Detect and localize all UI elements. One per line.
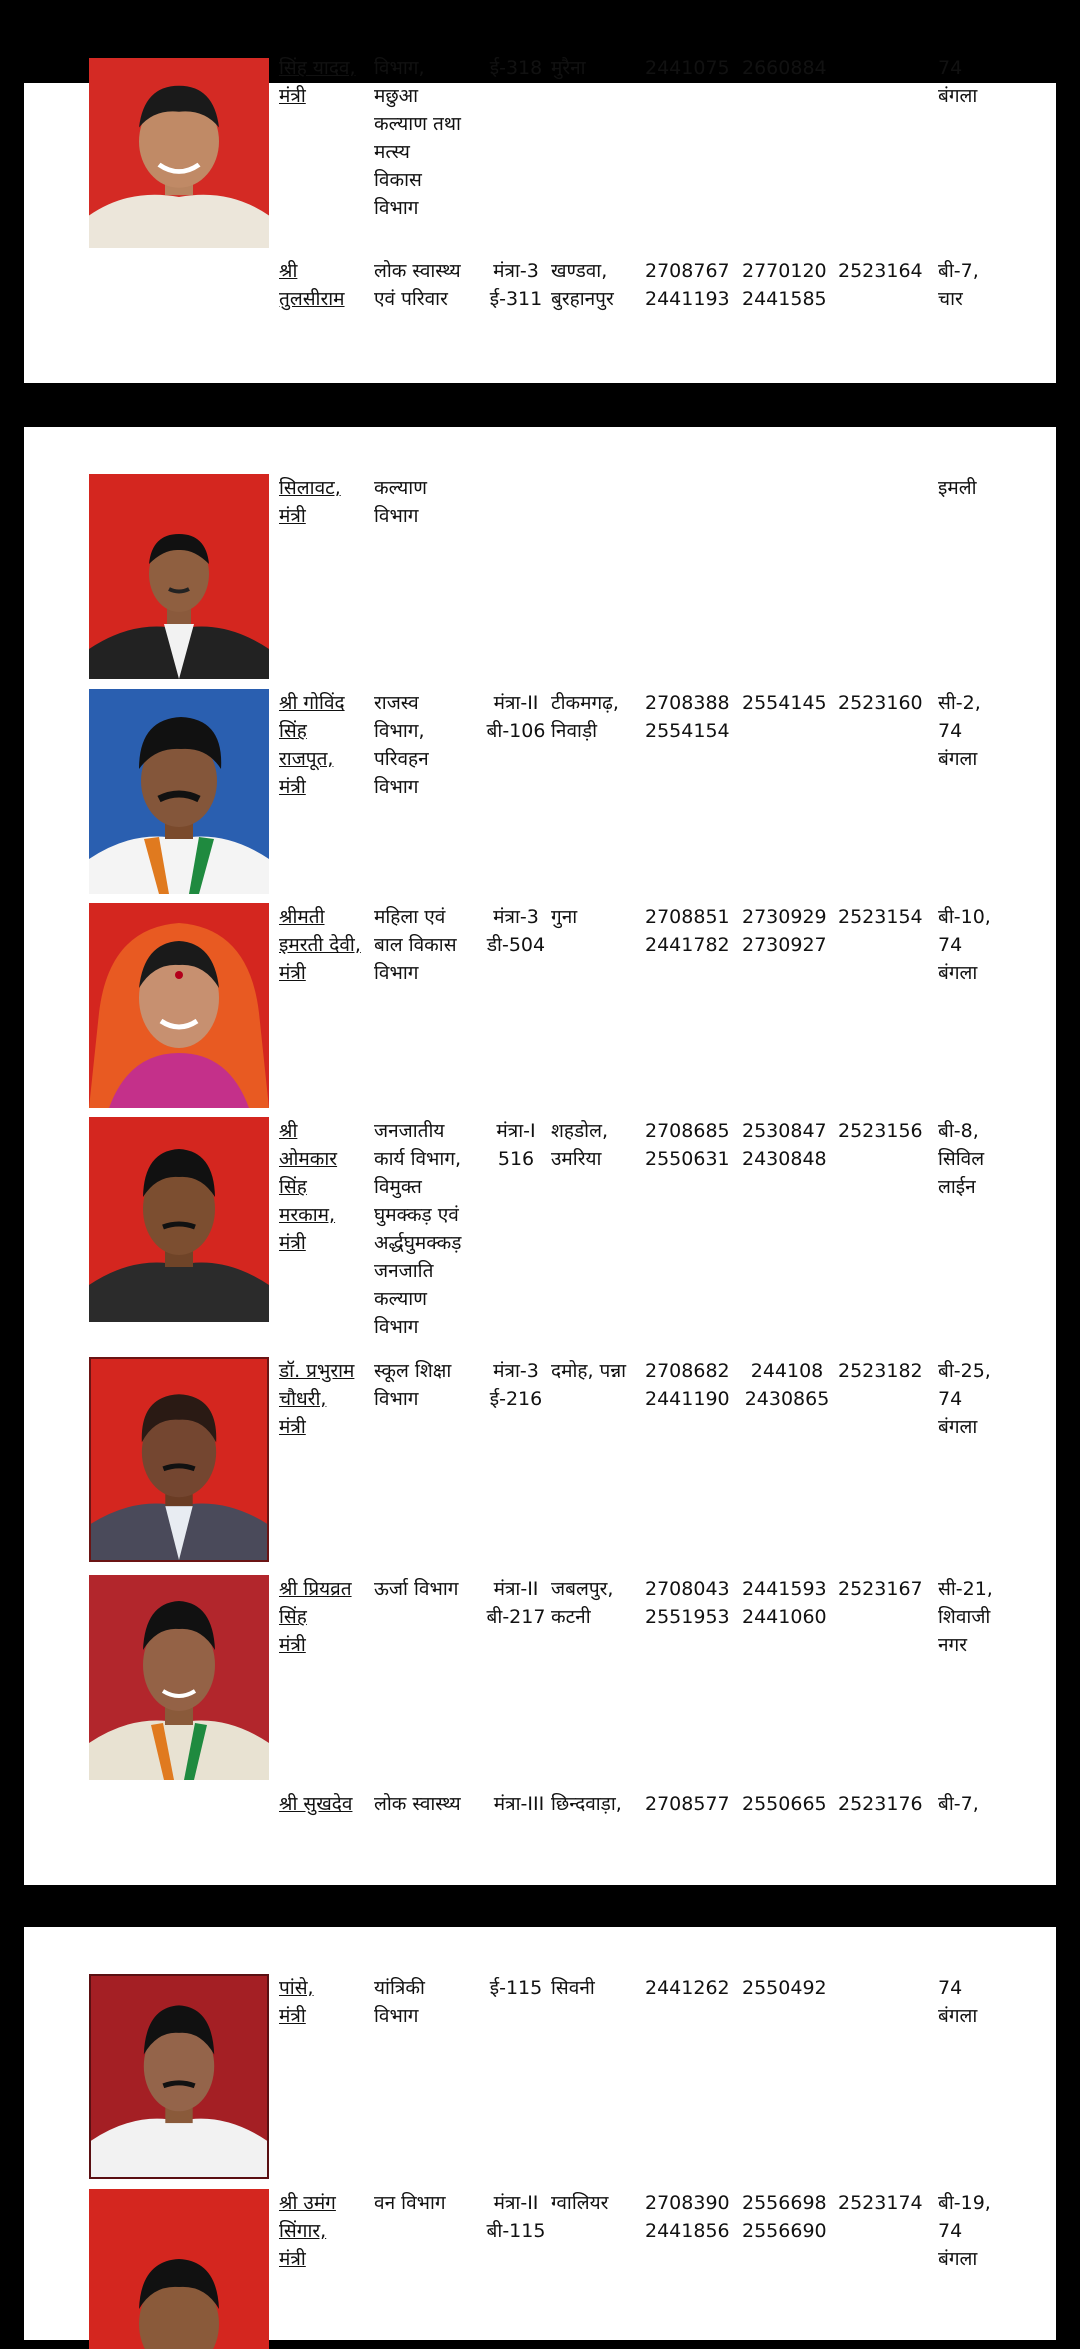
address: इमली	[938, 477, 977, 499]
fax-number: 2523160	[838, 692, 923, 714]
address: बी-25, 74 बंगला	[938, 1360, 991, 1438]
phone-office: 2708851 2441782	[645, 906, 730, 956]
minister-name[interactable]: श्री सुखदेव	[279, 1793, 353, 1815]
department: जनजातीय कार्य विभाग, विमुक्त घुमक्कड़ एवं अर्द्धघुमक्कड़ जनजाति कल्याण विभाग	[374, 1120, 462, 1338]
minister-photo-icon-art	[91, 1359, 267, 1560]
address: 74 बंगला	[938, 1977, 978, 2027]
address: सी-21, शिवाजी नगर	[938, 1578, 993, 1656]
fax-number: 2523174	[838, 2192, 923, 2214]
phone-office: 2708577	[645, 1793, 730, 1815]
fax-number: 2523182	[838, 1360, 923, 1382]
district: छिन्दवाड़ा,	[551, 1793, 622, 1815]
minister-photo-icon	[89, 1575, 269, 1780]
minister-name[interactable]: सिलावट, मंत्री	[279, 477, 341, 527]
minister-photo-icon	[89, 903, 269, 1108]
phone-office: 2708043 2551953	[645, 1578, 730, 1628]
department: यांत्रिकी विभाग	[374, 1977, 425, 2027]
address: बी-8, सिविल लाईन	[938, 1120, 985, 1198]
address: 74 बंगला	[938, 57, 978, 107]
room-number: मंत्रा-II बी-106	[486, 692, 546, 742]
minister-photo-icon	[89, 1974, 269, 2179]
address: बी-19, 74 बंगला	[938, 2192, 991, 2270]
phone-residence: 2441593 2441060	[742, 1578, 827, 1628]
room-number: मंत्रा-I 516	[496, 1120, 536, 1170]
district: शहडोल, उमरिया	[551, 1120, 609, 1170]
district: खण्डवा, बुरहानपुर	[551, 260, 614, 310]
room-number: मंत्रा-III	[493, 1793, 545, 1815]
department: ऊर्जा विभाग	[374, 1578, 459, 1600]
minister-name[interactable]: श्री गोविंद सिंह राजपूत, मंत्री	[279, 692, 345, 798]
department: राजस्व विभाग, परिवहन विभाग	[374, 692, 429, 798]
address: बी-7,	[938, 1793, 979, 1815]
minister-photo-icon-art	[89, 58, 269, 248]
minister-photo-icon-art	[89, 2189, 269, 2349]
phone-office: 2441075	[645, 57, 730, 79]
phone-residence: 2770120 2441585	[742, 260, 827, 310]
district: ग्वालियर	[551, 2192, 609, 2214]
room-number: मंत्रा-3 ई-311	[489, 260, 543, 310]
minister-photo-icon-art	[89, 903, 269, 1108]
district: सिवनी	[551, 1977, 595, 1999]
minister-name[interactable]: श्री तुलसीराम	[279, 260, 345, 310]
district: टीकमगढ़, निवाड़ी	[551, 692, 619, 742]
district: दमोह, पन्ना	[551, 1360, 627, 1382]
phone-residence: 2556698 2556690	[742, 2192, 827, 2242]
department: वन विभाग	[374, 2192, 446, 2214]
room-number: मंत्रा-3 ई-216	[489, 1360, 543, 1410]
minister-photo-icon	[89, 1357, 269, 1562]
phone-residence: 244108 2430865	[744, 1360, 830, 1410]
minister-name[interactable]: श्रीमती इमरती देवी, मंत्री	[279, 906, 361, 984]
phone-office: 2708388 2554154	[645, 692, 730, 742]
department: कल्याण विभाग	[374, 477, 427, 527]
department: लोक स्वास्थ्य एवं परिवार	[374, 260, 461, 310]
minister-name[interactable]: सिंह यादव, मंत्री	[279, 57, 356, 107]
district: गुना	[551, 906, 578, 928]
minister-name[interactable]: श्री ओमकार सिंह मरकाम, मंत्री	[279, 1120, 338, 1254]
phone-office: 2708685 2550631	[645, 1120, 730, 1170]
minister-name[interactable]: श्री प्रियव्रत सिंह मंत्री	[279, 1578, 352, 1656]
minister-name[interactable]: पांसे, मंत्री	[279, 1977, 314, 2027]
phone-residence: 2550665	[742, 1793, 827, 1815]
minister-name[interactable]: डॉ. प्रभुराम चौधरी, मंत्री	[279, 1360, 355, 1438]
directory-page	[24, 57, 1056, 383]
phone-office: 2441262	[645, 1977, 730, 1999]
district: मुरैना	[551, 57, 586, 79]
fax-number: 2523154	[838, 906, 923, 928]
fax-number: 2523164	[838, 260, 923, 282]
address: सी-2, 74 बंगला	[938, 692, 981, 770]
minister-photo-icon	[89, 58, 269, 248]
directory-page	[24, 1927, 1056, 2340]
fax-number: 2523156	[838, 1120, 923, 1142]
minister-name[interactable]: श्री उमंग सिंगार, मंत्री	[279, 2192, 336, 2270]
minister-photo-icon-art	[89, 1117, 269, 1322]
department: स्कूल शिक्षा विभाग	[374, 1360, 452, 1410]
minister-photo-icon-art	[89, 1575, 269, 1780]
phone-residence: 2550492	[742, 1977, 827, 1999]
department: विभाग, मछुआ कल्याण तथा मत्स्य विकास विभाग	[374, 57, 461, 219]
district: जबलपुर, कटनी	[551, 1578, 614, 1628]
minister-photo-icon-art	[89, 689, 269, 894]
room-number: मंत्रा-3 डी-504	[486, 906, 546, 956]
phone-residence: 2554145	[742, 692, 827, 714]
phone-office: 2708767 2441193	[645, 260, 730, 310]
phone-office: 2708390 2441856	[645, 2192, 730, 2242]
phone-residence: 2530847 2430848	[742, 1120, 827, 1170]
fax-number: 2523167	[838, 1578, 923, 1600]
room-number: मंत्रा-II बी-115	[486, 2192, 546, 2242]
phone-residence: 2730929 2730927	[742, 906, 827, 956]
minister-photo-icon	[89, 474, 269, 679]
fax-number: 2523176	[838, 1793, 923, 1815]
minister-photo-icon	[89, 2189, 269, 2349]
minister-photo-icon	[89, 1117, 269, 1322]
directory-page	[24, 427, 1056, 1885]
address: बी-7, चार	[938, 260, 979, 310]
phone-office: 2708682 2441190	[645, 1360, 730, 1410]
address: बी-10, 74 बंगला	[938, 906, 991, 984]
department: लोक स्वास्थ्य	[374, 1793, 461, 1815]
minister-photo-icon-art	[91, 1976, 267, 2177]
department: महिला एवं बाल विकास विभाग	[374, 906, 457, 984]
room-number: मंत्रा-II बी-217	[486, 1578, 546, 1628]
phone-residence: 2660884	[742, 57, 827, 79]
room-number: ई-318	[489, 57, 543, 79]
minister-photo-icon-art	[89, 474, 269, 679]
room-number: ई-115	[489, 1977, 543, 1999]
minister-photo-icon	[89, 689, 269, 894]
